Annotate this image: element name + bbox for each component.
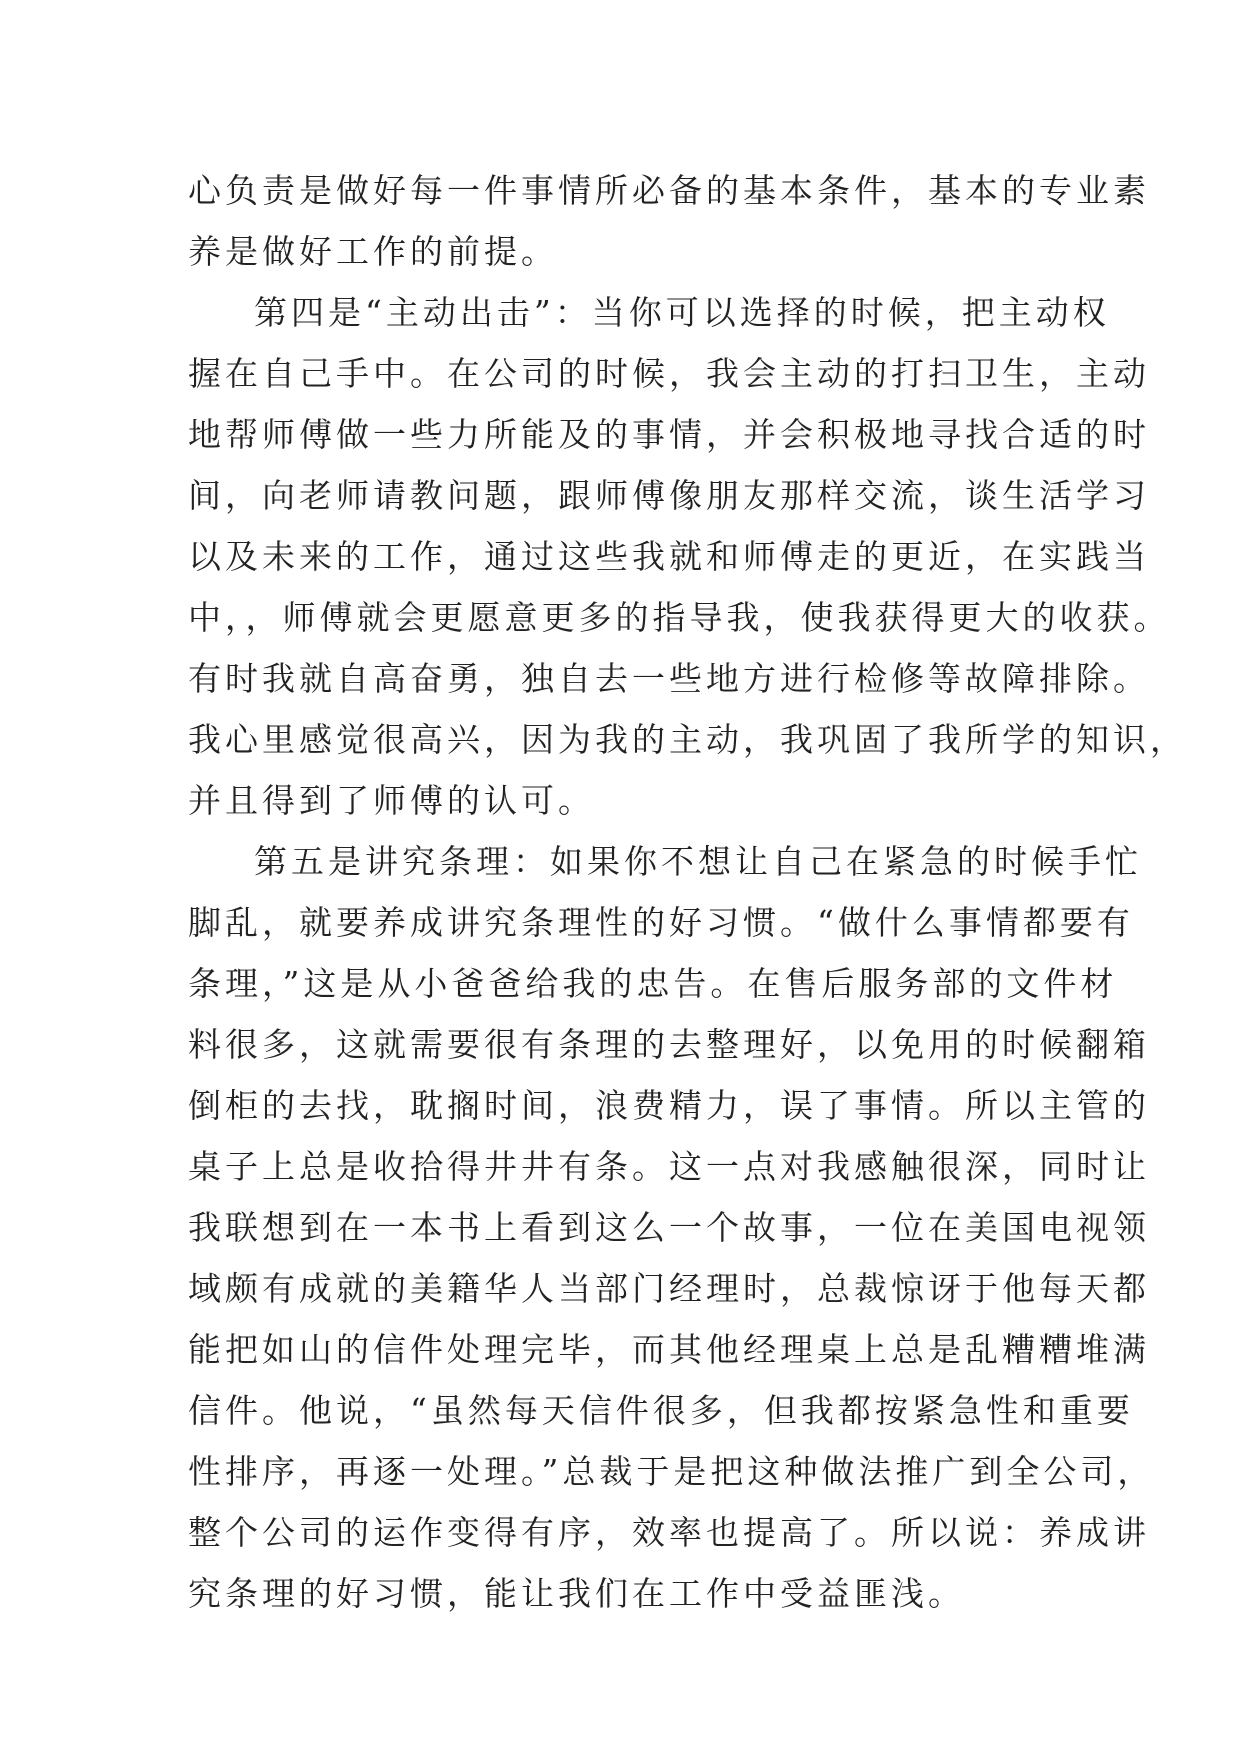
text-line: 有时我就自高奋勇，独自去一些地方进行检修等故障排除。 xyxy=(188,659,1150,698)
text-line: 脚乱，就要养成讲究条理性的好习惯。“做什么事情都要有 xyxy=(188,903,1134,942)
text-line: 第四是“主动出击”：当你可以选择的时候，把主动权 xyxy=(254,293,1110,332)
text-line: 握在自己手中。在公司的时候，我会主动的打扫卫生，主动 xyxy=(188,354,1150,393)
text-line: 第五是讲究条理：如果你不想让自己在紧急的时候手忙 xyxy=(254,842,1142,881)
text-line: 整个公司的运作变得有序，效率也提高了。所以说：养成讲 xyxy=(188,1513,1150,1552)
text-line: 中，，师傅就会更愿意更多的指导我，使我获得更大的收获。 xyxy=(188,598,1171,637)
text-line: 倒柜的去找，耽搁时间，浪费精力，误了事情。所以主管的 xyxy=(188,1086,1150,1125)
text-line: 养是做好工作的前提。 xyxy=(188,232,558,271)
text-line: 桌子上总是收拾得井井有条。这一点对我感触很深，同时让 xyxy=(188,1147,1150,1186)
paragraph xyxy=(188,282,1187,831)
text-line: 间，向老师请教问题，跟师傅像朋友那样交流，谈生活学习 xyxy=(188,476,1150,515)
text-line: 性排序，再逐一处理。”总裁于是把这种做法推广到全公司， xyxy=(188,1452,1155,1491)
text-line: 并且得到了师傅的认可。 xyxy=(188,781,595,820)
text-line: 地帮师傅做一些力所能及的事情，并会积极地寻找合适的时 xyxy=(188,415,1150,454)
text-line: 能把如山的信件处理完毕，而其他经理桌上总是乱糟糟堆满 xyxy=(188,1330,1150,1369)
text-line: 究条理的好习惯，能让我们在工作中受益匪浅。 xyxy=(188,1574,965,1613)
text-line: 以及未来的工作，通过这些我就和师傅走的更近，在实践当 xyxy=(188,537,1150,576)
text-line: 信件。他说，“虽然每天信件很多，但我都按紧急性和重要 xyxy=(188,1391,1134,1430)
text-line: 我心里感觉很高兴，因为我的主动，我巩固了我所学的知识， xyxy=(188,720,1187,759)
document-body xyxy=(188,160,1187,1624)
text-line: 料很多，这就需要很有条理的去整理好，以免用的时候翻箱 xyxy=(188,1025,1150,1064)
text-line: 条理，”这是从小爸爸给我的忠告。在售后服务部的文件材 xyxy=(188,964,1118,1003)
text-line: 域颇有成就的美籍华人当部门经理时，总裁惊讶于他每天都 xyxy=(188,1269,1150,1308)
paragraph xyxy=(188,831,1155,1624)
text-line: 心负责是做好每一件事情所必备的基本条件，基本的专业素 xyxy=(188,171,1150,210)
text-line: 我联想到在一本书上看到这么一个故事，一位在美国电视领 xyxy=(188,1208,1150,1247)
paragraph xyxy=(188,160,1150,282)
